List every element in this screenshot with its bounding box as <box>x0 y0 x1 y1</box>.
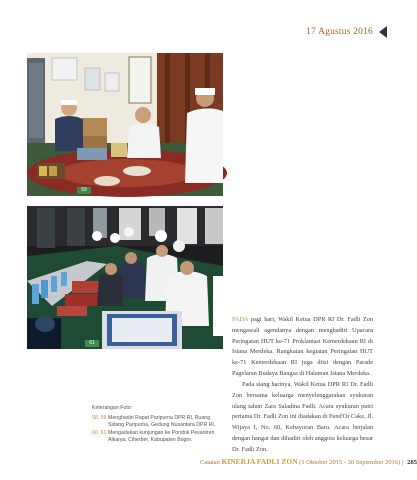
photo-gathering-hall-illustration <box>27 206 223 349</box>
page-number: 285 <box>407 459 417 466</box>
lead-word: PADA <box>232 316 249 323</box>
header-date: 17 Agustus 2016 <box>306 27 373 37</box>
photo-meeting-room <box>27 53 223 196</box>
paragraph-1 <box>232 315 373 380</box>
photo-number-tag: 59 <box>77 187 91 194</box>
caption-number: 60, 61 <box>92 429 107 436</box>
footer-brand: KINERJA FADLI ZON <box>221 457 298 466</box>
footer-separator: | <box>401 459 404 466</box>
next-page-arrow-icon[interactable] <box>379 26 387 38</box>
article-body <box>232 315 373 456</box>
caption-row <box>92 430 222 445</box>
caption-text: Menghadiri Rapat Paripurna DPR RI, Ruang Sidang Paripurna, Gedung Nusantara DPR RI. <box>108 414 216 429</box>
caption-row <box>92 415 222 430</box>
footer-period: (1 Oktober 2015 - 30 September 2016) <box>299 459 401 466</box>
paragraph-1-text: pagi hari, Wakil Ketua DPR RI Dr. Fadli Zon mengawali agendanya dengan menghadiri Upacara Peringatan HUT ke-71 Proklamasi Kemerdekaan RI di Istana Merdeka. Rangkaian kegiatan Peringatan HUT ke-71 Kemerdekaan RI juga diisi dengan Parade Pagelaran Budaya Bangsa di Halaman Istana Merdeka. <box>232 316 373 378</box>
photo-number-tag: 61 <box>85 340 99 347</box>
photo-gathering-hall <box>27 206 223 349</box>
page-footer <box>200 457 417 466</box>
footer-prefix: Catatan <box>200 459 220 466</box>
photo-captions <box>92 405 222 445</box>
photo-meeting-room-illustration <box>27 53 223 196</box>
paragraph-2: Pada siang harinya, Wakil Ketua DPR RI Dr. Fadli Zon bersama keluarga menyelenggarakan syukuran ulang tahun Zara Saladina Fadli. Acara syukuran putri pertama Dr. Fadli Zon ini diadakan di Pand'Or Cake, Jl. Wijaya I, No. 60, Kebayoran Baru. Acara berjalan dengan hangat dan dihadiri oleh anggota keluarga besar Dr. Fadli Zon. <box>232 380 373 453</box>
caption-text: Mengadakan kunjungan ke Pondok Pesantren Alkarya, Ciherber, Kabupaten Bogor. <box>108 429 215 444</box>
caption-title: Keterangan Foto: <box>92 405 133 411</box>
caption-number: 58, 59 <box>92 414 107 421</box>
